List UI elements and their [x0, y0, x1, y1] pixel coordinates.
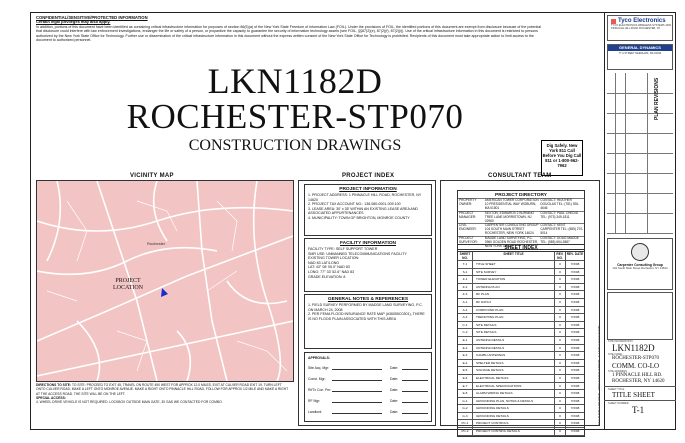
approval-label: Landlord: — [308, 410, 323, 414]
sheet-rev: 0 — [555, 314, 566, 321]
sheet-row — [458, 269, 584, 277]
project-info-line: 3. LEASE AREA: 30' x 35' WITHIN AN EXISTING LEASE AREA AND ASSOCIATED APPURTENANCES — [308, 206, 419, 216]
sheet-date: 7/3/08 — [570, 360, 580, 365]
sheet-date: 7/3/08 — [570, 269, 580, 274]
tyco-logo: Tyco Electronics — [608, 16, 672, 24]
vicinity-map-title: VICINITY MAP — [130, 173, 174, 179]
project-information-lines — [305, 192, 431, 222]
project-info-line: 4. MUNICIPALITY: TOWN OF BRIGHTON, MONROE COUNTY — [308, 215, 410, 220]
approval-date-label: Date: — [390, 377, 399, 381]
sheet-title: SHELTER DETAILS — [473, 360, 555, 367]
sheet-rev: 0 — [555, 291, 566, 298]
sheet-row — [458, 375, 584, 383]
special-access-title: SPECIAL ACCESS: — [36, 395, 66, 400]
sheet-date: 7/3/08 — [570, 368, 580, 373]
approval-row — [308, 377, 428, 381]
sheet-rev: 0 — [555, 398, 566, 405]
project-information-title: PROJECT INFORMATION — [339, 187, 397, 192]
sheet-rev: 0 — [555, 345, 566, 352]
sheet-row — [458, 420, 584, 428]
sheet-title: RF DATA II — [473, 299, 555, 306]
directory-row — [458, 198, 584, 211]
sheet-title: ANTENNA DETAILS — [473, 337, 555, 344]
confidentiality-heading: CONFIDENTIAL/SENSITIVE/PROTECTED INFORMATION — [36, 15, 148, 20]
sheet-date: 7/3/08 — [570, 315, 580, 320]
general-note: 2. PER FEMA FLOOD INSURANCE RATE MAP (#36055C0301), THERE IS NO FLOOD PLAIN ASSOCIATED WITH THIS AREA — [308, 312, 425, 321]
sheet-title: ELECTRICAL DETAILS — [473, 375, 555, 382]
sheet-rev: 0 — [555, 375, 566, 382]
sheet-no: Z-2 — [458, 284, 473, 291]
facility-info-line: FACILITY TYPE: SELF SUPPORT TOWER — [308, 247, 378, 251]
approval-date-label: Date: — [390, 410, 399, 414]
tyco-logo-block — [607, 15, 673, 41]
sheet-rev: 0 — [555, 284, 566, 291]
sheet-title: COMPOUND PLAN — [473, 307, 555, 314]
plan-revisions-label: PLAN REVISIONS — [654, 77, 660, 120]
sheet-title: GROUNDING DETAILS — [473, 413, 555, 420]
sheet-title: RF PLAN — [473, 291, 555, 298]
sheet-no: E-5 — [458, 367, 473, 374]
confidentiality-subheading: Certain legal privileges may also apply. — [36, 19, 111, 25]
sheet-row — [458, 345, 584, 353]
sheet-row — [458, 284, 584, 292]
approval-date-label: Date: — [390, 399, 399, 403]
site-info-label: SITE INFORMATION — [608, 340, 633, 343]
sheet-index-header — [458, 252, 584, 261]
file-path-label: FILE NAME: LKN1182D - ROCHESTER-STP070 - T-1 TITLE SHEET.DWG — [597, 325, 601, 425]
drawing-set-title: CONSTRUCTION DRAWINGS — [188, 137, 402, 154]
sheet-title: GROUNDING PLAN, NOTES & DETAILS — [473, 398, 555, 405]
site-name-label: SITE NAME — [608, 353, 622, 356]
sheet-title: PROJECT CONTROL DETAILS — [473, 428, 555, 435]
facility-info-line: EXISTING TOWER LOCATION: — [308, 256, 360, 261]
sheet-no: C-2 — [458, 329, 473, 336]
sheet-rev: 0 — [555, 329, 566, 336]
approval-label: Const. Mgr: — [308, 377, 326, 381]
sheet-date: 7/3/08 — [570, 322, 580, 327]
sheet-rev: 0 — [555, 337, 566, 344]
facility-information-lines — [305, 246, 431, 280]
site-name: ROCHESTER-STP070 — [612, 356, 659, 361]
sheet-no: C-1 — [458, 322, 473, 329]
site-type: COMM. CO-LO — [612, 362, 660, 370]
sheet-rev: 0 — [555, 261, 566, 268]
sheet-title: SITE SURVEY — [473, 269, 555, 276]
plan-revisions-table — [607, 73, 673, 233]
project-information-box — [304, 184, 432, 236]
sheet-date: 7/3/08 — [570, 284, 580, 289]
directions-title: DIRECTIONS TO SITE: — [36, 383, 72, 387]
sheet-date: 7/3/08 — [570, 262, 580, 266]
approval-row — [308, 388, 428, 392]
approvals-title: APPROVALS: — [308, 356, 330, 360]
sheet-title: TITLE SHEET — [612, 391, 655, 399]
site-id: LKN1182D — [612, 343, 655, 353]
site-address-label: SITE ADDRESS — [608, 370, 627, 373]
sheet-row — [458, 314, 584, 322]
col-rev-no: REV. NO. — [555, 252, 566, 260]
project-location-label: PROJECT LOCATION — [113, 278, 143, 291]
directory-role: PROJECT MANAGER: — [459, 210, 477, 219]
tyco-address: TYCO ELECTRONICS WIRELESS SYSTEMS 1000 PINNACLE HILL ROAD ROCHESTER, NY — [611, 24, 672, 30]
approval-row — [308, 399, 428, 403]
sheet-rev: 0 — [555, 383, 566, 390]
facility-information-title: FACILITY INFORMATION — [339, 241, 397, 246]
sheet-row — [458, 413, 584, 421]
dig-safely-logo: Dig Safely. New York 811 Call Before You Dig Call 811 or 1-800-962-7962 — [541, 140, 583, 176]
sheet-date: 7/3/08 — [570, 429, 580, 434]
sheet-row — [458, 383, 584, 391]
sheet-no: E-6 — [458, 375, 473, 382]
sheet-date: 7/3/08 — [570, 337, 580, 342]
sheet-row — [458, 299, 584, 307]
sheet-rev: 0 — [555, 307, 566, 314]
sheet-no: A-2 — [458, 307, 473, 314]
sheet-title: ALARM WIRING DETAILS — [473, 390, 555, 397]
engineer-stamp-area — [607, 292, 673, 340]
sheet-row — [458, 398, 584, 406]
special-access-text: 4. WHEEL DRIVE VEHICLE IS NOT REQUIRED. LOCKBOX OUTSIDE MAIN GATE, 30 GAS WE CONTACTED FOR COMBO. — [36, 400, 223, 405]
map-place-label: Rochester — [147, 241, 166, 246]
sheet-no: PC-1 — [458, 420, 473, 427]
sheet-date: 7/3/08 — [570, 391, 580, 396]
sheet-row — [458, 276, 584, 284]
directions-text: TO SITE: PROCEED TO EXIT 45, TRAVEL ON ROUTE 490 WEST FOR APPROX 12.0 MILES, EXIT AT CULVER ROAD EXIT 19. TURN LEFT ONTO CULVER ROAD, MAKE A LEFT ONTO MONROE AVENUE. MAKE A RIGHT ONTO PINNACLE HILL ROAD, FOLLOW FOR APPROX 1/2 MILE AND MAKE A RIGHT AT THE ACCESS ROAD. THE SITE WILL BE ON THE LEFT. — [36, 383, 289, 396]
directory-contact: CONTACT: PAUL CHEDID TEL: (973) 349-1811 — [540, 210, 579, 219]
sheet-title: TRENCHING PLAN — [473, 314, 555, 321]
sheet-rev: 0 — [555, 352, 566, 359]
consultant-team-title: CONSULTANT TEAM — [488, 173, 552, 179]
site-address-line2: ROCHESTER, NY 14620 — [612, 379, 665, 384]
sheet-rev: 0 — [555, 420, 566, 427]
general-dynamics-logo: GENERAL DYNAMICS — [608, 45, 672, 51]
directory-name: SEXTON, EDWARDS 2 BURNING TREE LANE MORRISTOWN, NJ 02960 — [484, 210, 535, 223]
sheet-row — [458, 360, 584, 368]
sheet-date: 7/3/08 — [570, 421, 580, 426]
general-notes-lines — [305, 302, 431, 322]
directory-role: CIVIL ENGINEER: — [459, 223, 477, 232]
sheet-date: 7/3/08 — [570, 375, 580, 380]
sheet-no: Z-1 — [458, 276, 473, 283]
directions-to-site — [36, 383, 292, 404]
general-notes-title: GENERAL NOTES & REFERENCES — [327, 297, 409, 302]
sheet-row — [458, 352, 584, 360]
col-sheet-title: SHEET TITLE — [473, 252, 555, 260]
project-info-line: 1. PROJECT ADDRESS: 1 PINNACLE HILL ROAD, ROCHESTER, NY 14620 — [308, 193, 422, 202]
engineer-address: 104 South Main Street Rochester, NY 14624 — [612, 266, 668, 270]
sheet-no: E-8 — [458, 390, 473, 397]
sheet-no: S-1 — [458, 269, 473, 276]
project-index-title: PROJECT INDEX — [342, 173, 395, 179]
sheet-title: PROJECT CONTROLS — [473, 420, 555, 427]
sheet-no: T-1 — [458, 261, 473, 268]
sheet-rev: 0 — [555, 276, 566, 283]
approval-row — [308, 410, 428, 414]
sheet-index — [457, 244, 585, 437]
approval-label: RF Mgr: — [308, 399, 321, 403]
sheet-title: SIGNAGE DETAILS — [473, 367, 555, 374]
approval-date-label: Date: — [390, 366, 399, 370]
sheet-title: ANTENNA DETAILS — [473, 345, 555, 352]
approval-label: Site Acq. Mgr: — [308, 366, 330, 370]
sheet-no: A-3 — [458, 314, 473, 321]
directory-contact: CONTACT: DOUG MADDE TEL: (585) 654-3887 — [540, 236, 579, 245]
site-address-line1: 1 PINNACLE HILL RD. — [612, 373, 663, 378]
sheet-title: SITE DETAILS — [473, 329, 555, 336]
approvals-box — [304, 352, 432, 422]
facility-info-line: LAT: 43° 08' 05.0" NAD 83 — [308, 265, 350, 270]
project-directory-rows — [458, 198, 584, 249]
facility-info-line: NAD 83 LAT/LONG — [308, 260, 340, 265]
sheet-no: PC-2 — [458, 428, 473, 435]
directory-contact: CONTACT: HEATHER DOUGLAS TEL: (781) 926-4646 — [540, 198, 580, 210]
sheet-row — [458, 405, 584, 413]
engineer-block — [607, 238, 673, 290]
directory-name: CARPENTER CONSULTING GROUP 104 SOUTH MAIN STREET ROCHESTER, NEW YORK 14624 — [484, 223, 539, 236]
sheet-date: 7/3/08 — [570, 307, 580, 312]
sheet-row — [458, 367, 584, 375]
sheet-date: 7/3/08 — [570, 398, 580, 403]
sheet-title: TOWER ELEVATION — [473, 276, 555, 283]
sheet-title: ELECTRICAL SPECIFICATIONS — [473, 383, 555, 390]
general-note: 1. FIELD SURVEY PERFORMED BY MADDE LAND SURVEYING, P.C. ON MARCH 24, 2008 — [308, 303, 423, 312]
sheet-rev: 0 — [555, 428, 566, 435]
sheet-no: G-2 — [458, 405, 473, 412]
general-notes-box — [304, 294, 432, 349]
sheet-date: 7/3/08 — [570, 353, 580, 358]
sheet-date: 7/3/08 — [570, 345, 580, 350]
sheet-rev: 0 — [555, 405, 566, 412]
sheet-rev: 0 — [555, 360, 566, 367]
col-sheet-no: SHEET NO. — [458, 252, 473, 260]
sheet-number: T-1 — [632, 405, 645, 415]
confidentiality-body: In addition, portions of this document have been identified as containing critical infrastructure information for purposes of section 86(5)(a) of the New York State Freedom of Information Law (FOIL). Under the provisions of FOIL, the identified portions of this document are exempt from disclosure because of the potential that disclosure could interfere with law enforcement investigations, endanger the life or safety of a person, or jeopardize the capacity to guarantee the security of information technology assets (see FOIL, §§87(2)(e), 87(2)(f), 87(2)(i)). Use of the critical infrastructure information in this document is restricted to persons authorized by the New York State Office for Technology. Further use or dissemination of the critical infrastructure information in this document without the express written consent of the New York State Office for Technology is prohibited. Recipients of this document must take appropriate action to limit access to the document to authorized personnel. — [36, 24, 541, 43]
sheet-title-label: SHEET TITLE — [608, 388, 625, 391]
sheet-row — [458, 329, 584, 337]
facility-info-line: SMR USE: UNMANNED TELECOMMUNICATIONS FACILITY — [308, 251, 407, 256]
sheet-row — [458, 307, 584, 315]
sheet-row — [458, 291, 584, 299]
sheet-row — [458, 390, 584, 398]
sheet-index-rows — [458, 261, 584, 436]
facility-info-line: GRADE ELEVATION: 8 — [308, 274, 346, 279]
general-dynamics-address: 77 A STREET NEEDHAM, MA 02494 — [618, 52, 662, 55]
vicinity-map — [36, 180, 294, 382]
facility-information-box — [304, 238, 432, 292]
sheet-no: A-1 — [458, 299, 473, 306]
project-directory — [457, 190, 585, 250]
site-id-title: LKN1182D — [207, 61, 383, 101]
sheet-no: E-2 — [458, 345, 473, 352]
col-rev-date: REV. DATE — [566, 252, 584, 256]
sheet-no: E-1 — [458, 337, 473, 344]
sheet-date: 7/3/08 — [570, 330, 580, 335]
site-name-title: ROCHESTER-STP070 — [126, 97, 464, 136]
project-location-marker — [161, 288, 168, 297]
sheet-row — [458, 322, 584, 330]
engineer-name: Carpenter Consulting Group — [617, 263, 663, 267]
sheet-title: SITE DETAILS — [473, 322, 555, 329]
sheet-title: GROUNDING DETAILS — [473, 405, 555, 412]
sheet-row — [458, 337, 584, 345]
sheet-row — [458, 261, 584, 269]
general-dynamics-block — [607, 44, 673, 70]
directory-row — [458, 211, 584, 224]
sheet-date: 7/3/08 — [570, 406, 580, 411]
directory-name: MADDE LAND SURVEYING, P.C. 3960 GOLDEN ROAD ROCHESTER, NEW YORK 14612 — [484, 236, 539, 248]
sheet-date: 7/3/08 — [570, 277, 580, 282]
sheet-rev: 0 — [555, 269, 566, 276]
facility-info-line: LONG: 77° 33' 52.6" NAD 83 — [308, 269, 355, 274]
sheet-title: ANTENNA PLAN — [473, 284, 555, 291]
sheet-no: E-3 — [458, 352, 473, 359]
approval-date-label: Date: — [390, 388, 399, 392]
directory-row — [458, 223, 584, 236]
sheet-date: 7/3/08 — [570, 292, 580, 297]
sheet-no: E-4 — [458, 360, 473, 367]
sheet-number-label: SHEET NUMBER — [608, 402, 629, 405]
sheet-date: 7/3/08 — [570, 383, 580, 388]
sheet-title: CAN/BU ANTENNAS — [473, 352, 555, 359]
confidentiality-notice — [36, 16, 546, 42]
sheet-no: G-1 — [458, 398, 473, 405]
sheet-title: TITLE SHEET — [473, 261, 555, 268]
sheet-rev: 0 — [555, 322, 566, 329]
sheet-no: E-7 — [458, 383, 473, 390]
sheet-index-title: SHEET INDEX — [458, 245, 584, 252]
sheet-no: Z-3 — [458, 291, 473, 298]
sheet-no: G-3 — [458, 413, 473, 420]
engineer-seal-icon — [631, 243, 649, 261]
directory-role: PROPERTY OWNER: — [459, 198, 477, 206]
sheet-date: 7/3/08 — [570, 413, 580, 418]
sheet-rev: 0 — [555, 390, 566, 397]
sheet-row — [458, 428, 584, 436]
project-directory-title: PROJECT DIRECTORY — [495, 193, 547, 198]
directory-name: AMERICAN TOWER CORPORATION 10 PRESIDENTIAL WAY WOBURN, MA 01801 — [484, 198, 539, 210]
directory-role: PROJECT SURVEYOR: — [459, 236, 478, 245]
project-info-line: 2. PROJECT TAX ACCOUNT NO.: 136.080-0001-009.100 — [308, 202, 401, 207]
sheet-rev: 0 — [555, 299, 566, 306]
sheet-rev: 0 — [555, 367, 566, 374]
sheet-rev: 0 — [555, 413, 566, 420]
approval-label: Rf/Tx Con. Pm: — [308, 388, 332, 392]
site-information-block — [604, 340, 676, 430]
sheet-date: 7/3/08 — [570, 299, 580, 304]
directory-contact: CONTACT: KENT CARPENTER TEL: (585) 270-5014 — [540, 223, 584, 236]
approval-row — [308, 366, 428, 370]
